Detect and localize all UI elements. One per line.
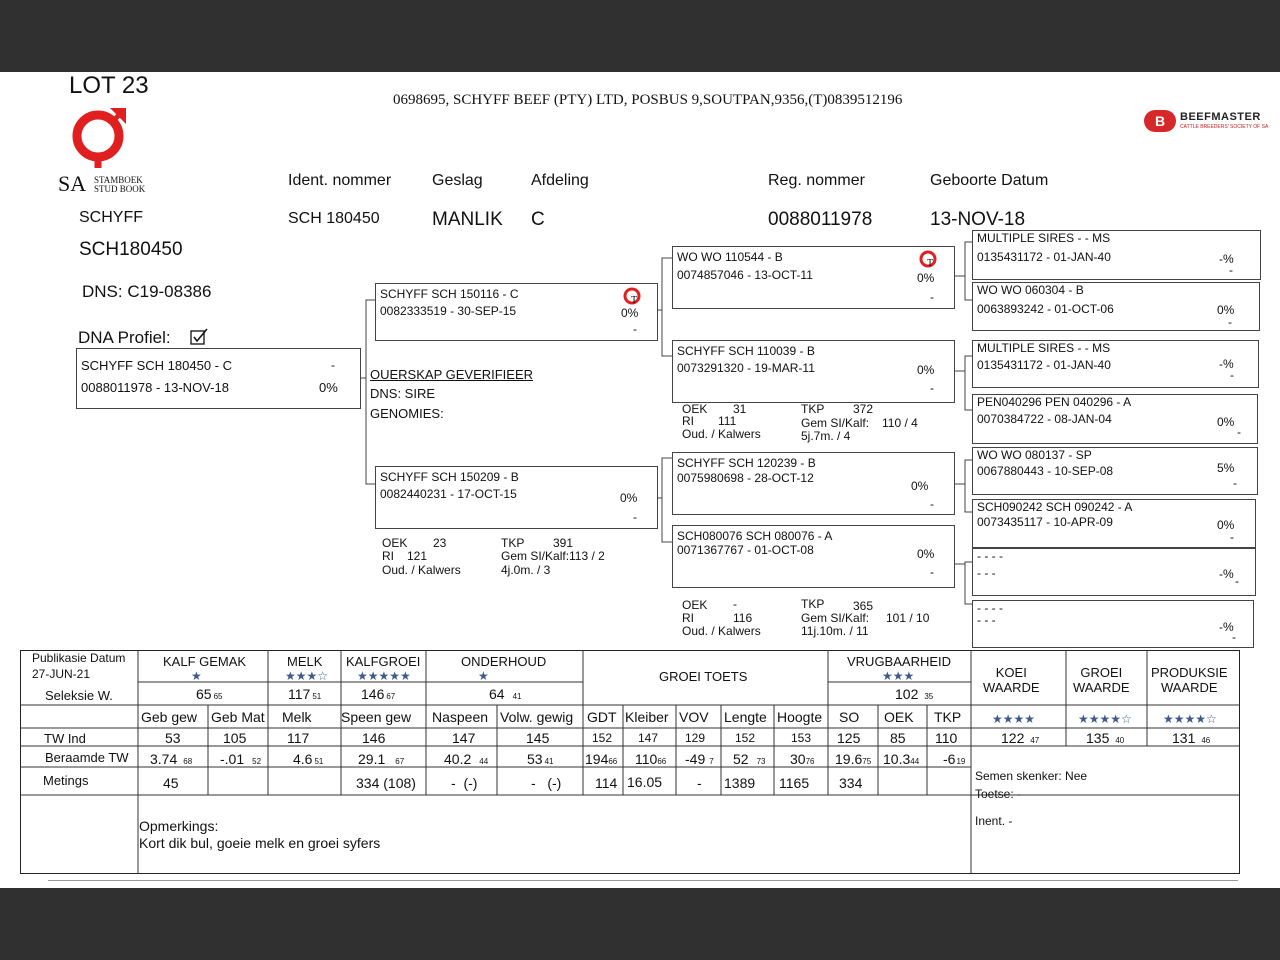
- logo-studbook-text: STUD BOOK: [94, 184, 146, 194]
- col-geb-gew: Geb gew: [141, 709, 198, 725]
- seleksie-kalf-acc: 65: [213, 692, 223, 701]
- ggp4-line1: PEN040296 PEN 040296 - A: [977, 395, 1132, 409]
- btw-gdt: [585, 751, 617, 767]
- btw-geb-mat-acc: 52: [252, 757, 262, 766]
- gp-stats1-gem-value: 110 / 4: [882, 416, 918, 430]
- btw-tkp-acc: 19: [956, 757, 966, 766]
- btw-lengte-value: 52: [733, 751, 749, 767]
- col-lengte: Lengte: [724, 709, 767, 725]
- groei-toets-header: GROEI TOETS: [659, 669, 748, 684]
- semen-donor: Semen skenker: Nee: [975, 769, 1088, 783]
- gp-stats2-oek-value: -: [733, 597, 737, 611]
- animal-division: C: [531, 209, 545, 230]
- btw-tkp: [943, 751, 965, 767]
- gp3-line1: SCHYFF SCH 120239 - B: [677, 456, 816, 470]
- metings-naspeen: - (-): [451, 775, 478, 791]
- tw-gdt: 152: [592, 731, 613, 745]
- seleksie-vrug-acc: 35: [924, 692, 934, 701]
- tw-geb-mat: 105: [223, 730, 247, 746]
- gp2-dash: -: [930, 381, 934, 395]
- btw-tkp-value: -6: [943, 751, 956, 767]
- gp-stats2-oud: Oud. / Kalwers: [682, 624, 761, 638]
- gp-stats1-ri: RI: [682, 414, 694, 428]
- gp3-pct: 0%: [911, 479, 929, 493]
- gp-stats1-ri-value: 111: [718, 414, 737, 428]
- seleksie-onderhoud-acc: 41: [512, 692, 522, 701]
- onderhoud-header: ONDERHOUD: [461, 654, 547, 669]
- tw-speen-gew: 146: [362, 730, 386, 746]
- kalfgroei-header: KALFGROEI: [346, 654, 421, 669]
- btw-so-acc: 75: [862, 757, 872, 766]
- owner-line: 0698695, SCHYFF BEEF (PTY) LTD, POSBUS 9,SOUTPAN,9356,(T)0839512196: [393, 92, 903, 108]
- seleksie-onderhoud-value: 64: [489, 686, 505, 702]
- btw-vov-value: -49: [685, 751, 706, 767]
- ggp1-pct: -%: [1219, 252, 1234, 266]
- tests: Toetse: -: [975, 787, 1022, 801]
- sire-pct: 0%: [621, 306, 639, 320]
- metings-speen-gew: 334 (108): [356, 775, 416, 791]
- tw-hoogte: 153: [791, 731, 812, 745]
- btw-oek-value: 10.3: [883, 751, 911, 767]
- btw-hoogte-acc: 76: [805, 757, 815, 766]
- seleksie-kalfgroei-acc: 67: [386, 692, 396, 701]
- seleksie-vrug-value: 102: [895, 686, 919, 702]
- btw-kleiber-value: 110: [635, 751, 658, 767]
- seleksie-kalfgroei-value: 146: [361, 686, 385, 702]
- tw-volw-gewig: 145: [526, 730, 550, 746]
- tw-melk: 117: [287, 730, 310, 746]
- dam-ri-value: 121: [407, 549, 428, 563]
- gp-stats1-tkp-value: 372: [853, 402, 874, 416]
- dam-oek: OEK: [382, 536, 408, 550]
- col-kleiber: Kleiber: [625, 709, 669, 725]
- seleksie-label: Seleksie W.: [45, 688, 113, 703]
- animal-dns: DNS: C19-08386: [82, 282, 212, 301]
- btw-geb-gew: [150, 751, 192, 767]
- dam-gem: Gem SI/Kalf:113 / 2: [501, 549, 605, 563]
- tw-label: TW Ind: [44, 731, 86, 746]
- tw-kleiber: 147: [638, 731, 659, 745]
- ggp5-line2: 0067880443 - 10-SEP-08: [977, 464, 1114, 478]
- pub-label: Publikasie Datum: [32, 651, 126, 665]
- groei-waarde-acc: 40: [1115, 736, 1125, 745]
- col-hoogte: Hoogte: [777, 709, 823, 725]
- gp1-line1: WO WO 110544 - B: [677, 250, 783, 264]
- tw-geb-gew: 53: [165, 730, 181, 746]
- self-pct: 0%: [319, 380, 338, 395]
- gp3-dash: -: [930, 497, 934, 511]
- sire-line2: 0082333519 - 30-SEP-15: [380, 304, 517, 318]
- gp-stats2-ri-value: 116: [733, 611, 753, 625]
- ggp7-line1: - - - -: [977, 549, 1003, 563]
- ggp8-pct: -%: [1219, 620, 1234, 634]
- ggp2-line1: WO WO 060304 - B: [977, 283, 1084, 297]
- col-volw-gewig: Volw. gewig: [500, 709, 574, 725]
- remarks-text: Kort dik bul, goeie melk en groei syfers: [139, 835, 381, 851]
- gp3-line2: 0075980698 - 28-OCT-12: [677, 471, 814, 485]
- dam-oud: Oud. / Kalwers: [382, 563, 461, 577]
- btw-geb-gew-value: 3.74: [150, 751, 178, 767]
- self-line1: SCHYFF SCH 180450 - C: [81, 358, 232, 373]
- produksie-waarde-header: PRODUKSIE WAARDE: [1151, 665, 1228, 695]
- tw-lengte: 152: [735, 731, 756, 745]
- koei-waarde-num: 122: [1001, 730, 1025, 746]
- gp-stats2-age: 11j.10m. / 11: [801, 624, 869, 638]
- col-geb-mat: Geb Mat: [211, 709, 265, 725]
- prod-waarde-value: [1172, 730, 1210, 746]
- beefmaster-letter: B: [1155, 113, 1166, 129]
- btw-naspeen-value: 40.2: [444, 751, 472, 767]
- btw-hoogte-value: 30: [790, 751, 806, 767]
- gp-stats1-oek: OEK: [682, 402, 708, 416]
- svg-text:T: T: [927, 258, 934, 269]
- dam-dash: -: [633, 510, 637, 524]
- metings-geb-gew: 45: [163, 775, 179, 791]
- gp4-line2: 0071367767 - 01-OCT-08: [677, 543, 814, 557]
- btw-volw-gewig: [527, 751, 553, 767]
- btw-lengte-acc: 73: [756, 757, 766, 766]
- ggp3-pct: -%: [1219, 357, 1234, 371]
- dam-oek-value: 23: [433, 536, 447, 550]
- self-line2: 0088011978 - 13-NOV-18: [81, 380, 229, 395]
- btw-vov: [685, 751, 714, 767]
- ggp5-pct: 5%: [1217, 461, 1235, 475]
- seleksie-kalf-value: 65: [196, 686, 212, 702]
- btw-melk: [293, 751, 323, 767]
- btw-volw-gewig-acc: 41: [544, 757, 554, 766]
- seleksie-melk-acc: 51: [312, 692, 322, 701]
- melk-stars: ★★★☆: [285, 669, 329, 683]
- metings-gdt: 114: [595, 775, 618, 791]
- melk-header: MELK: [287, 654, 323, 669]
- pub-date: 27-JUN-21: [32, 667, 91, 681]
- col-melk: Melk: [282, 709, 312, 725]
- gp4-dash: -: [930, 565, 934, 579]
- produksie-waarde-stars: ★★★★☆: [1163, 712, 1217, 726]
- dna-profile-label: DNA Profiel:: [78, 328, 171, 347]
- btw-naspeen-acc: 44: [479, 757, 489, 766]
- btw-kleiber-acc: 66: [657, 757, 667, 766]
- vrugbaarheid-header: VRUGBAARHEID: [847, 654, 952, 669]
- gp-stats1-oud: Oud. / Kalwers: [682, 427, 761, 441]
- seleksie-melk: [288, 686, 321, 702]
- ggp6-line1: SCH090242 SCH 090242 - A: [977, 500, 1133, 514]
- ggp1-line2: 0135431172 - 01-JAN-40: [977, 250, 1111, 264]
- animal-birth: 13-NOV-18: [930, 209, 1026, 230]
- parentage-dns: DNS: SIRE: [370, 386, 436, 401]
- vaccination: Inent. -: [975, 814, 1013, 828]
- koei-waarde-stars: ★★★★: [992, 712, 1036, 726]
- animal-reg: 0088011978: [768, 209, 873, 230]
- logo-stamboek-text: STAMBOEK: [94, 175, 143, 185]
- dam-tkp: TKP: [501, 536, 525, 550]
- metings-hoogte: 1165: [779, 775, 810, 791]
- btw-speen-gew: [358, 751, 404, 767]
- seleksie-vrug: [895, 686, 933, 702]
- animal-sex: MANLIK: [432, 209, 503, 230]
- dam-age: 4j.0m. / 3: [501, 563, 551, 577]
- tw-tkp: 110: [935, 730, 958, 746]
- ggp1-dash: -: [1229, 263, 1233, 277]
- metings-so: 334: [839, 775, 863, 791]
- svg-text:T: T: [631, 295, 638, 306]
- ggp7-line2: - - -: [977, 566, 996, 580]
- dam-tkp-value: 391: [553, 536, 574, 550]
- gp-stats1-tkp: TKP: [801, 402, 825, 416]
- col-vov: VOV: [679, 709, 709, 725]
- kalf-gemak-header: KALF GEMAK: [163, 654, 247, 669]
- koei-waarde-value: [1001, 730, 1039, 746]
- prod-waarde-num: 131: [1172, 730, 1196, 746]
- ggp4-dash: -: [1237, 425, 1241, 439]
- vrugbaarheid-stars: ★★★: [882, 669, 915, 683]
- ggp5-line1: WO WO 080137 - SP: [977, 448, 1092, 462]
- btw-lengte: [733, 751, 765, 767]
- animal-owner: SCHYFF: [79, 209, 143, 226]
- metings-vov: -: [697, 775, 702, 791]
- ggp6-pct: 0%: [1217, 518, 1235, 532]
- ggp3-line2: 0135431172 - 01-JAN-40: [977, 358, 1111, 372]
- gp-stats1-age: 5j.7m. / 4: [801, 429, 851, 443]
- animal-ident: SCH 180450: [288, 210, 380, 227]
- gp2-line2: 0073291320 - 19-MAR-11: [677, 361, 815, 375]
- ggp6-dash: -: [1230, 530, 1234, 544]
- btw-so-value: 19.6: [835, 751, 863, 767]
- gp-stats2-oek: OEK: [682, 598, 708, 612]
- ggp2-pct: 0%: [1217, 303, 1235, 317]
- performance-table: [20, 650, 1240, 874]
- btw-hoogte: [790, 751, 814, 767]
- dam-line1: SCHYFF SCH 150209 - B: [380, 470, 519, 484]
- ggp8-line1: - - - -: [977, 601, 1003, 615]
- gp1-dash: -: [930, 290, 934, 304]
- btw-oek-acc: 44: [910, 757, 920, 766]
- label-division: Afdeling: [531, 172, 589, 189]
- label-reg: Reg. nommer: [768, 172, 865, 189]
- ggp3-dash: -: [1230, 368, 1234, 382]
- tw-oek: 85: [890, 730, 906, 746]
- btw-geb-mat-value: -.01: [220, 751, 245, 767]
- tw-so: 125: [837, 730, 861, 746]
- animal-id: SCH180450: [79, 239, 183, 260]
- btw-so: [835, 751, 871, 767]
- ggp3-line1: MULTIPLE SIRES - - MS: [977, 341, 1111, 355]
- dam-ri: RI: [382, 549, 394, 563]
- parentage-genomics: GENOMIES:: [370, 406, 444, 421]
- dam-pct: 0%: [620, 491, 638, 505]
- gp-stats2-tkp: TKP: [801, 597, 825, 611]
- footer-divider: [48, 880, 1238, 881]
- ggp2-line2: 0063893242 - 01-OCT-06: [977, 302, 1114, 316]
- gp1-pct: 0%: [917, 271, 935, 285]
- btw-kleiber: [635, 751, 666, 767]
- seleksie-kalfgroei: [361, 686, 395, 702]
- seleksie-onderhoud: [489, 686, 521, 702]
- beefmaster-sub: CATTLE BREEDERS' SOCIETY OF SA: [1180, 124, 1269, 130]
- btw-geb-gew-acc: 68: [183, 757, 193, 766]
- label-sex: Geslag: [432, 172, 483, 189]
- tw-vov: 129: [685, 731, 706, 745]
- btw-gdt-acc: 66: [608, 757, 618, 766]
- col-so: SO: [839, 709, 860, 725]
- label-ident: Ident. nommer: [288, 172, 392, 189]
- col-tkp: TKP: [934, 709, 962, 725]
- seleksie-kalf: [196, 686, 222, 702]
- kalfgroei-stars: ★★★★★: [357, 669, 411, 683]
- ggp4-pct: 0%: [1217, 415, 1235, 429]
- btw-geb-mat: [220, 751, 261, 767]
- prod-waarde-acc: 46: [1201, 736, 1211, 745]
- btw-melk-acc: 51: [314, 757, 324, 766]
- onderhoud-stars: ★: [478, 669, 489, 683]
- btw-speen-gew-acc: 67: [395, 757, 405, 766]
- parentage-verified: OUERSKAP GEVERIFIEER: [370, 367, 534, 382]
- btw-naspeen: [444, 751, 488, 767]
- ggp5-dash: -: [1233, 476, 1237, 490]
- ggp7-dash: -: [1235, 574, 1239, 588]
- kalf-gemak-stars: ★: [191, 669, 202, 683]
- sire-dash: -: [633, 322, 637, 336]
- col-naspeen: Naspeen: [432, 709, 489, 725]
- col-oek: OEK: [884, 709, 914, 725]
- ggp1-line1: MULTIPLE SIRES - - MS: [977, 231, 1111, 245]
- label-birth: Geboorte Datum: [930, 172, 1049, 189]
- groei-waarde-num: 135: [1086, 730, 1110, 746]
- ggp7-pct: -%: [1219, 567, 1234, 581]
- gp-stats2-tkp-value: 365: [853, 599, 874, 613]
- tw-naspeen: 147: [452, 730, 476, 746]
- gp4-pct: 0%: [917, 547, 935, 561]
- lot-number: LOT 23: [69, 72, 149, 99]
- gp2-line1: SCHYFF SCH 110039 - B: [677, 344, 815, 358]
- gp-stats1-oek-value: 31: [733, 402, 747, 416]
- metings-label: Metings: [43, 773, 89, 788]
- self-dash: -: [331, 358, 335, 372]
- ggp4-line2: 0070384722 - 08-JAN-04: [977, 412, 1112, 426]
- gp-stats2-gem-value: 101 / 10: [886, 611, 930, 625]
- koei-waarde-header: KOEI WAARDE: [983, 665, 1040, 695]
- logo-sa-text: SA: [58, 171, 87, 196]
- btw-gdt-value: 194: [585, 751, 609, 767]
- gp-stats2-gem: Gem SI/Kalf:: [801, 611, 870, 625]
- ggp2-dash: -: [1228, 315, 1232, 329]
- btw-vov-acc: 7: [709, 757, 714, 766]
- groei-waarde-value: [1086, 730, 1124, 746]
- btw-oek: [883, 751, 919, 767]
- groei-waarde-header: GROEI WAARDE: [1073, 665, 1130, 695]
- btw-speen-gew-value: 29.1: [358, 751, 386, 767]
- remarks-label: Opmerkings:: [139, 818, 219, 834]
- btw-melk-value: 4.6: [293, 751, 313, 767]
- btw-label: Beraamde TW: [45, 750, 129, 765]
- gp-stats2-ri: RI: [682, 611, 694, 625]
- koei-waarde-acc: 47: [1030, 736, 1040, 745]
- ggp8-line2: - - -: [977, 613, 996, 627]
- metings-volw-gewig: - (-): [531, 775, 562, 791]
- ggp8-dash: -: [1232, 630, 1236, 644]
- btw-volw-gewig-value: 53: [527, 751, 543, 767]
- gp1-line2: 0074857046 - 13-OCT-11: [677, 268, 813, 282]
- sire-line1: SCHYFF SCH 150116 - C: [380, 287, 519, 301]
- dam-line2: 0082440231 - 17-OCT-15: [380, 487, 517, 501]
- gp4-line1: SCH080076 SCH 080076 - A: [677, 529, 833, 543]
- gp2-pct: 0%: [917, 363, 935, 377]
- gp-stats1-gem: Gem SI/Kalf:: [801, 416, 870, 430]
- metings-lengte: 1389: [724, 775, 756, 791]
- ggp6-line2: 0073435117 - 10-APR-09: [977, 515, 1113, 529]
- groei-waarde-stars: ★★★★☆: [1078, 712, 1132, 726]
- seleksie-melk-value: 117: [288, 686, 311, 702]
- beefmaster-name: BEEFMASTER: [1180, 111, 1261, 123]
- col-gdt: GDT: [587, 709, 617, 725]
- col-speen-gew: Speen gew: [341, 709, 412, 725]
- metings-kleiber: 16.05: [627, 774, 663, 790]
